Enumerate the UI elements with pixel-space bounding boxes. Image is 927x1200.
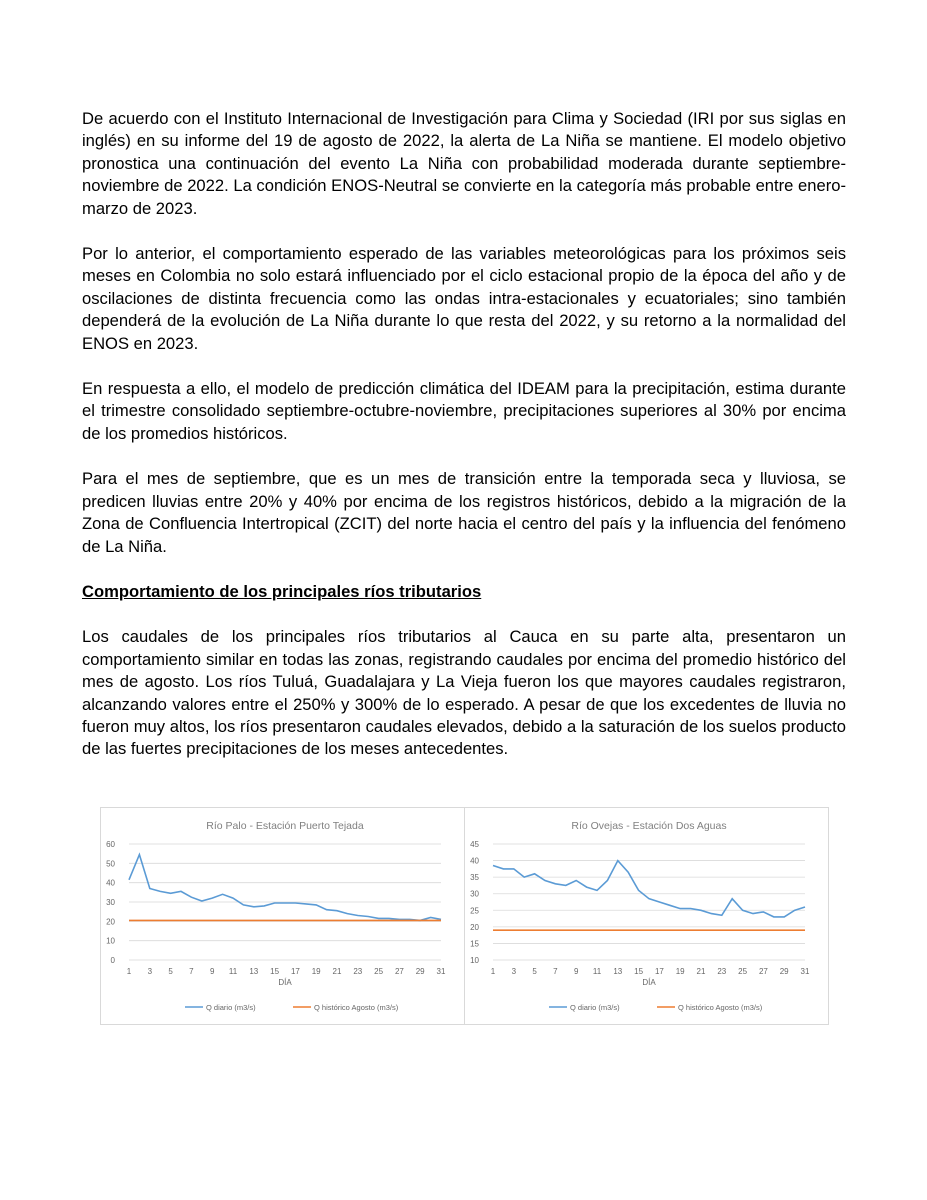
chart0-ytick-label-5: 50 [106,859,115,869]
chart1-xtick-label-6: 13 [613,967,623,976]
chart1-xtick-label-12: 25 [738,967,748,976]
chart0-xtick-label-9: 19 [311,967,321,976]
charts-panel [100,807,829,1025]
chart1-ytick-label-1: 15 [470,939,479,949]
chart1-legend-label-1: Q histórico Agosto (m3/s) [678,1003,763,1012]
chart1-series-line-0 [493,861,805,917]
chart0-xtick-label-12: 25 [374,967,384,976]
chart1-xlabel: DÍA [642,978,656,987]
chart0-legend-label-1: Q histórico Agosto (m3/s) [314,1003,399,1012]
paragraph-comportamiento: Por lo anterior, el comportamiento esperado de las variables meteorológicas para los próximos seis meses en Colombia no solo estará influenciado por el ciclo estacional propio de la época del año y de oscilaciones de distinta frecuencia como las ondas intra-estacionales y ecuatoriales; sino también dependerá de la evolución de La Niña durante lo que resta del 2022, y su retorno a la normalidad del ENOS en 2023. [82,244,846,353]
chart1-ytick-label-0: 10 [470,956,479,965]
chart0-xtick-label-11: 23 [353,967,363,976]
chart1-ytick-label-2: 20 [470,922,479,932]
chart0-xlabel: DÍA [278,978,292,987]
chart1-ytick-label-5: 35 [470,873,479,883]
chart0-ytick-label-2: 20 [106,917,115,927]
chart-rio-palo [101,808,464,1024]
chart0-xtick-label-10: 21 [332,967,342,976]
chart0-ytick-label-3: 30 [106,898,115,907]
chart1-xtick-label-4: 9 [573,967,579,976]
paragraph-prediccion: En respuesta a ello, el modelo de predicción climática del IDEAM para la precipitación, estima durante el trimestre consolidado septiembre-octubre-noviembre, precipitaciones superiores al 30% por encima de los promedios históricos. [82,379,846,443]
chart0-xtick-label-0: 1 [126,967,132,976]
chart0-xtick-label-2: 5 [168,967,173,976]
chart0-xtick-label-4: 9 [209,967,215,976]
chart1-xtick-label-0: 1 [490,967,496,976]
chart0-ytick-label-0: 0 [110,956,115,965]
chart-rio-ovejas-svg [465,808,827,1024]
chart0-xtick-label-3: 7 [189,967,194,976]
paragraph-caudales: Los caudales de los principales ríos tributarios al Cauca en su parte alta, presentaron un comportamiento similar en todas las zonas, registrando caudales por encima del promedio histórico del mes de agosto. Los ríos Tuluá, Guadalajara y La Vieja fueron los que mayores caudales registraron, alcanzando valores entre el 250% y 300% de lo esperado. A pesar de que los excedentes de lluvia no fueron muy altos, los ríos presentaron caudales elevados, debido a la saturación de los suelos producto de las fuertes precipitaciones de los meses antecedentes. [82,627,846,759]
paragraph-septiembre: Para el mes de septiembre, que es un mes de transición entre la temporada seca y lluviosa, se predicen lluvias entre 20% y 40% por encima de los registros históricos, debido a la migración de la Zona de Confluencia Intertropical (ZCIT) del norte hacia el centro del país y la influencia del fenómeno de La Niña. [82,469,846,556]
chart0-xtick-label-1: 3 [147,967,153,976]
section-heading: Comportamiento de los principales ríos tributarios [82,581,482,601]
chart0-xtick-label-14: 29 [415,967,425,976]
chart1-xtick-label-10: 21 [696,967,706,976]
chart1-xtick-label-15: 31 [800,967,810,976]
chart0-xtick-label-5: 11 [228,967,238,976]
chart1-xtick-label-9: 19 [675,967,685,976]
chart1-xtick-label-11: 23 [717,967,727,976]
chart1-ytick-label-6: 40 [470,856,479,866]
chart-rio-ovejas [464,808,828,1024]
chart0-title: Río Palo - Estación Puerto Tejada [206,820,364,832]
chart1-xtick-label-13: 27 [758,967,768,976]
chart1-ytick-label-7: 45 [470,840,479,849]
chart0-xtick-label-6: 13 [249,967,259,976]
paragraph-iri: De acuerdo con el Instituto Internacional de Investigación para Clima y Sociedad (IRI por sus siglas en inglés) en su informe del 19 de agosto de 2022, la alerta de La Niña se mantiene. El modelo objetivo pronostica una continuación del evento La Niña con probabilidad moderada durante septiembre-noviembre de 2022. La condición ENOS-Neutral se convierte en la categoría más probable entre enero-marzo de 2023. [82,109,846,218]
chart1-ytick-label-3: 25 [470,906,479,916]
chart1-xtick-label-7: 15 [634,967,644,976]
chart1-legend-label-0: Q diario (m3/s) [570,1003,620,1012]
chart0-series-line-0 [129,855,441,921]
chart0-xtick-label-7: 15 [270,967,280,976]
chart1-xtick-label-1: 3 [511,967,517,976]
chart0-ytick-label-4: 40 [106,878,115,888]
chart0-ytick-label-6: 60 [106,840,115,849]
chart1-ytick-label-4: 30 [470,889,479,899]
chart0-legend-label-0: Q diario (m3/s) [206,1003,256,1012]
chart1-xtick-label-14: 29 [779,967,789,976]
chart0-xtick-label-8: 17 [290,967,300,976]
chart1-xtick-label-3: 7 [553,967,558,976]
chart0-xtick-label-15: 31 [436,967,446,976]
chart1-xtick-label-5: 11 [592,967,602,976]
chart1-title: Río Ovejas - Estación Dos Aguas [571,820,727,832]
chart1-xtick-label-8: 17 [654,967,664,976]
chart-rio-palo-svg [101,808,464,1024]
chart1-xtick-label-2: 5 [532,967,537,976]
chart0-xtick-label-13: 27 [394,967,404,976]
document-body [82,108,846,784]
chart0-ytick-label-1: 10 [106,936,115,946]
